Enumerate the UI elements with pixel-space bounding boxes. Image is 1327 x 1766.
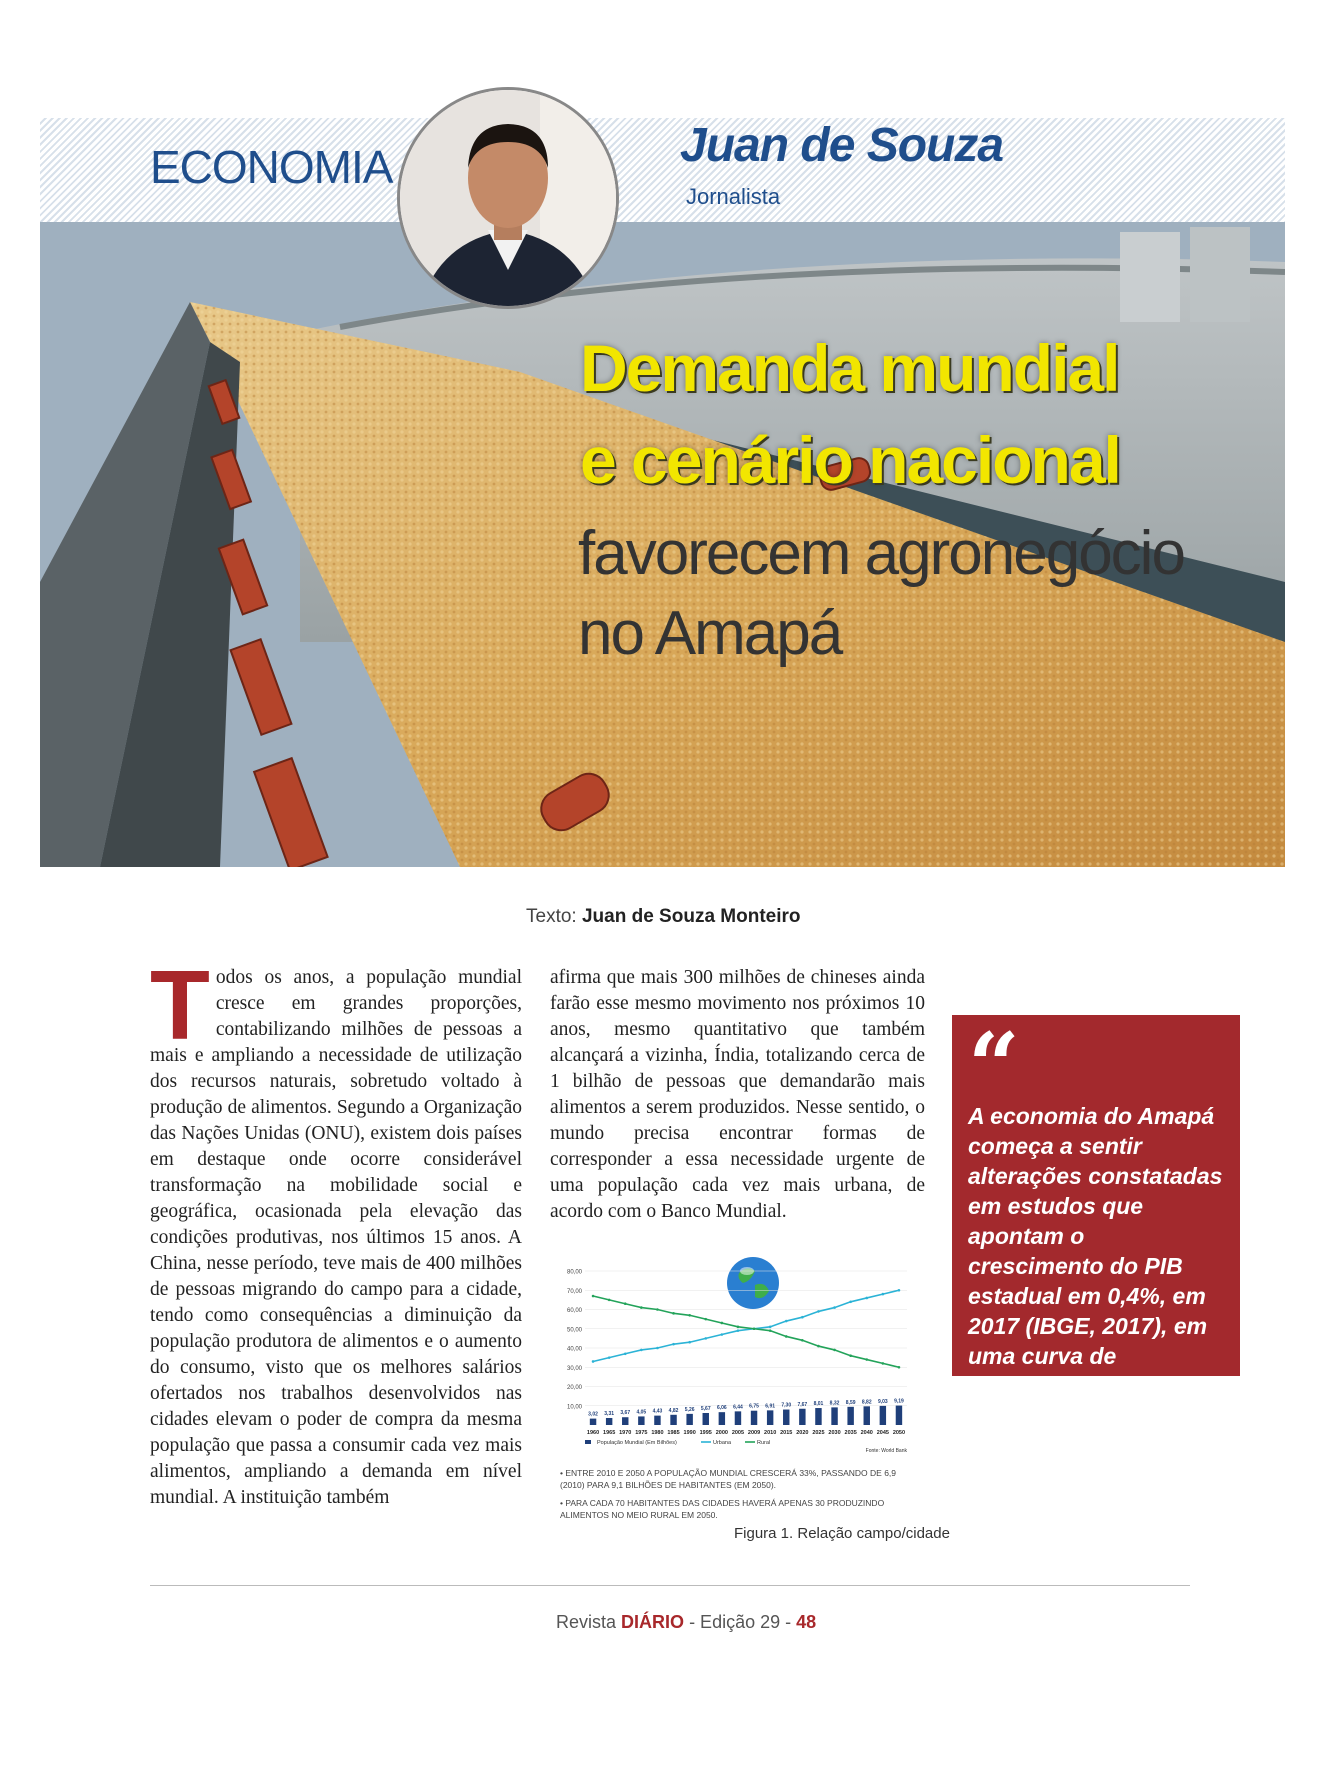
series-point [721, 1322, 724, 1325]
byline [526, 906, 801, 928]
bar [654, 1416, 660, 1425]
bar [735, 1411, 741, 1425]
chart-notes [560, 1467, 915, 1527]
series-point [624, 1302, 627, 1305]
x-tick-label: 2009 [747, 1430, 761, 1436]
series-point [817, 1345, 820, 1348]
series-line-rural [593, 1296, 899, 1367]
bar-value-label: 6,44 [733, 1404, 743, 1411]
y-tick-label: 60,00 [566, 1308, 582, 1314]
chart-note: • ENTRE 2010 E 2050 A POPULAÇÃO MUNDIAL CRESCERÁ 33%, PASSANDO DE 6,9 (2010) PARA 9,1 BILHÕES DE HABITANTES (EM 2050). [560, 1468, 897, 1490]
series-point [737, 1326, 740, 1329]
series-point [898, 1289, 901, 1292]
bar-value-label: 8,59 [845, 1399, 856, 1406]
series-point [865, 1358, 868, 1361]
bar-value-label: 7,67 [797, 1401, 808, 1408]
bar [896, 1406, 902, 1425]
series-point [688, 1341, 691, 1344]
bar [670, 1415, 676, 1425]
bar-value-label: 6,91 [765, 1403, 776, 1410]
bar [847, 1407, 853, 1425]
author-name: Juan de Souza [680, 119, 1004, 172]
bar [719, 1412, 725, 1425]
series-point [753, 1327, 756, 1330]
bar [590, 1419, 596, 1425]
footer-edition: - Edição 29 - [689, 1612, 792, 1632]
bar [799, 1409, 805, 1425]
byline-name: Juan de Souza Monteiro [581, 906, 801, 927]
headline-line-2: e cenário nacional [580, 423, 1120, 497]
bar [703, 1413, 709, 1425]
portrait-illustration [400, 90, 616, 306]
y-tick-label: 70,00 [566, 1288, 582, 1295]
x-tick-label: 2015 [780, 1430, 793, 1436]
series-point [801, 1339, 804, 1342]
population-chart [555, 1265, 915, 1455]
series-point [865, 1297, 868, 1300]
series-point [833, 1349, 836, 1352]
series-point [785, 1320, 788, 1323]
x-tick-label: 2040 [860, 1430, 873, 1436]
legend-label: Urbana [713, 1440, 732, 1446]
byline-label: Texto: [526, 906, 577, 927]
bar-value-label: 8,82 [861, 1399, 872, 1406]
footer-prefix: Revista [556, 1612, 617, 1632]
bar [864, 1406, 870, 1425]
series-point [737, 1329, 740, 1332]
bar-value-label: 7,30 [781, 1402, 792, 1409]
x-tick-label: 1965 [603, 1430, 616, 1436]
series-point [882, 1362, 885, 1365]
series-point [849, 1354, 852, 1357]
headline-line-1: Demanda mundial [580, 331, 1119, 405]
bar-value-label: 8,32 [829, 1400, 840, 1407]
bar-value-label: 3,31 [604, 1410, 615, 1417]
pull-quote [952, 1013, 1240, 1489]
x-tick-label: 1980 [651, 1430, 664, 1436]
bar-value-label: 4,05 [636, 1409, 647, 1416]
section-label: ECONOMIA [150, 141, 393, 193]
figure-caption: Figura 1. Relação campo/cidade [734, 1525, 950, 1542]
legend-label: População Mundial (Em Bilhões) [597, 1440, 677, 1446]
y-tick-label: 80,00 [566, 1269, 582, 1276]
bar [751, 1411, 757, 1425]
x-tick-label: 2030 [828, 1430, 841, 1436]
bar-value-label: 4,43 [652, 1408, 663, 1415]
x-tick-label: 2020 [796, 1430, 809, 1436]
author-portrait [400, 90, 616, 306]
bar [815, 1408, 821, 1425]
bar [686, 1414, 692, 1425]
article-column-1 [150, 950, 522, 1511]
article-column-1-text: odos os anos, a população mundial cresce em grandes proporções, contabilizando milhões de pessoas a mais e ampliando a necessidade de utilização dos recursos naturais, sobretudo voltado à produção de alimentos. Segundo a Organização das Nações Unidas (ONU), existem dois países em destaque onde ocorre considerável transformação na mobilidade social e geográfica, ocasionada pela elevação das condições produtivas, nos últimos 15 anos. A China, nesse período, teve mais de 400 milhões de pessoas migrando do campo para a cidade, tendo como consequências a diminuição da população produtora de alimentos e o aumento do consumo, visto que os melhores salários ofertados nos trabalhos desenvolvidos nas cidades elevam o poder de compra da mesma população que passa a consumir cada vez mais alimentos, ampliando a demanda em nível mundial. A instituição também [150, 967, 522, 1508]
bar [767, 1410, 773, 1425]
bar [831, 1407, 837, 1425]
y-tick-label: 50,00 [566, 1327, 582, 1334]
x-tick-label: 2005 [731, 1430, 745, 1436]
x-tick-label: 2050 [892, 1430, 906, 1436]
page-footer [556, 1612, 816, 1633]
x-tick-label: 1995 [699, 1430, 712, 1436]
bar-value-label: 8,01 [813, 1401, 824, 1408]
x-tick-label: 1970 [619, 1430, 632, 1436]
series-point [769, 1326, 772, 1329]
author-role: Jornalista [686, 184, 781, 209]
x-tick-label: 2035 [844, 1430, 857, 1436]
series-point [849, 1301, 852, 1304]
legend-label: Rural [757, 1440, 771, 1446]
x-tick-label: 2025 [812, 1430, 825, 1436]
subheadline-line-1: favorecem agronegócio [578, 519, 1184, 588]
y-tick-label: 40,00 [566, 1346, 582, 1353]
series-point [592, 1295, 595, 1298]
series-point [882, 1293, 885, 1296]
footer-brand: DIÁRIO [621, 1612, 685, 1632]
bar-value-label: 4,82 [668, 1407, 679, 1414]
article-column-2: afirma que mais 300 milhões de chineses ainda farão esse mesmo movimento nos próximos 10 anos, mesmo quantitativo que também alcançará a vizinha, Índia, totalizando cerca de 1 bilhão de pessoas que demandarão mais alimentos a serem produzidos. Nesse sentido, o mundo precisa encontrar formas de corresponder a essa necessidade urgente de uma população cada vez mais urbana, de acordo com o Banco Mundial. [550, 967, 925, 1222]
subheadline-line-2: no Amapá [578, 599, 842, 668]
x-tick-label: 1985 [667, 1430, 680, 1436]
bar [622, 1417, 628, 1425]
series-line-urbana [593, 1290, 899, 1361]
quote-mark: “ [968, 1013, 1020, 1119]
series-point [672, 1343, 675, 1346]
series-point [656, 1347, 659, 1350]
series-point [769, 1329, 772, 1332]
chart-note: • PARA CADA 70 HABITANTES DAS CIDADES HAVERÁ APENAS 30 PRODUZINDO ALIMENTOS NO MEIO RURAL EM 2050. [560, 1498, 885, 1520]
bar-value-label: 3,67 [620, 1410, 631, 1417]
x-tick-label: 2010 [764, 1430, 777, 1436]
bar [606, 1418, 612, 1425]
bar-value-label: 9,03 [877, 1398, 888, 1405]
series-point [817, 1310, 820, 1313]
bar [638, 1416, 644, 1425]
series-point [688, 1314, 691, 1317]
y-tick-label: 10,00 [566, 1404, 582, 1411]
quote-text: A economia do Amapá começa a sentir alterações constatadas em estudos que apontam o crescimento do PIB estadual em 0,4%, em 2017 (IBGE, 2017), em uma curva de crescimento sustentada exatamente pelo setor agropecuário. [968, 1103, 1223, 1489]
chart-source: Fonte: World Bank [865, 1448, 907, 1454]
x-tick-label: 1960 [586, 1430, 600, 1436]
series-point [704, 1318, 707, 1321]
x-tick-label: 2045 [876, 1430, 889, 1436]
series-point [656, 1308, 659, 1311]
bar [783, 1410, 789, 1425]
series-point [721, 1333, 724, 1336]
series-point [640, 1349, 643, 1352]
footer-divider [150, 1585, 1190, 1586]
legend-swatch [585, 1440, 591, 1444]
bar-value-label: 9,19 [894, 1398, 904, 1405]
page-number: 48 [796, 1612, 817, 1632]
bar [880, 1406, 886, 1425]
series-point [801, 1316, 804, 1319]
series-point [672, 1312, 675, 1315]
series-point [640, 1306, 643, 1309]
bar-value-label: 5,67 [700, 1405, 711, 1412]
series-point [608, 1356, 611, 1359]
series-point [704, 1337, 707, 1340]
series-point [624, 1352, 627, 1355]
bar-value-label: 3,02 [588, 1411, 598, 1418]
series-point [785, 1335, 788, 1338]
drop-cap: T [150, 950, 210, 1060]
x-tick-label: 1975 [635, 1430, 648, 1436]
bar-value-label: 5,26 [684, 1406, 695, 1413]
series-point [898, 1366, 901, 1369]
y-tick-label: 30,00 [566, 1365, 582, 1372]
bar-value-label: 6,75 [749, 1403, 759, 1410]
x-tick-label: 2000 [715, 1430, 728, 1436]
series-point [608, 1299, 611, 1302]
x-tick-label: 1990 [683, 1430, 696, 1436]
series-point [833, 1306, 836, 1309]
y-tick-label: 20,00 [566, 1385, 582, 1391]
series-point [592, 1360, 595, 1363]
bar-value-label: 6,06 [716, 1405, 727, 1412]
